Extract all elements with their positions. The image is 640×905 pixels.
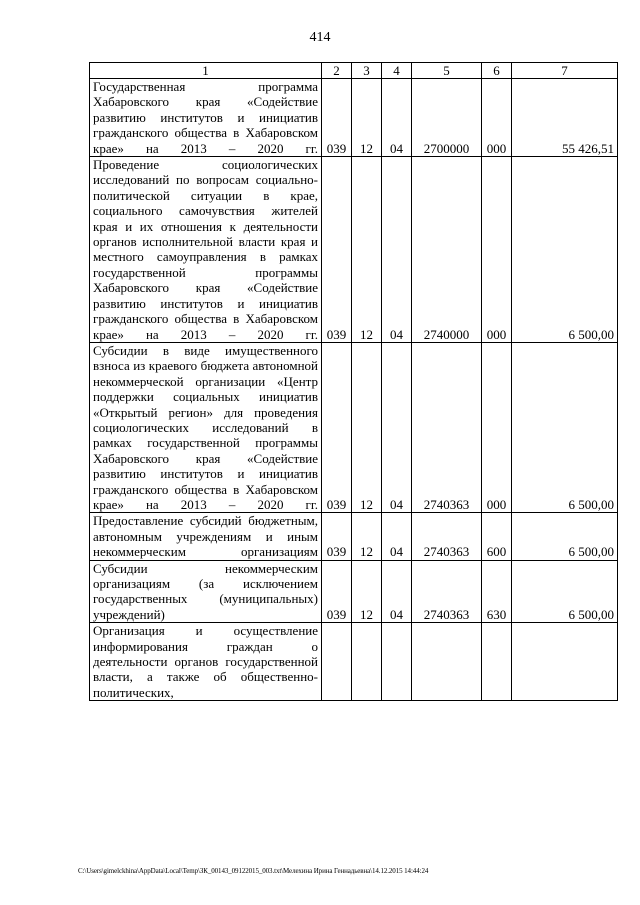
row-c4: 04 — [382, 342, 412, 512]
row-c3: 12 — [352, 157, 382, 343]
budget-table — [89, 62, 618, 701]
row-c4 — [382, 623, 412, 701]
header-col-7: 7 — [512, 63, 618, 79]
row-c7: 6 500,00 — [512, 157, 618, 343]
row-c7: 6 500,00 — [512, 560, 618, 623]
row-c5: 2740363 — [412, 513, 482, 560]
table-row — [90, 342, 618, 512]
row-c4: 04 — [382, 79, 412, 157]
row-c5: 2700000 — [412, 79, 482, 157]
table-row — [90, 560, 618, 623]
header-row — [90, 63, 618, 79]
row-c3: 12 — [352, 79, 382, 157]
row-c5: 2740363 — [412, 342, 482, 512]
row-name: Субсидии в виде имущественного взноса из краевого бюджета автономной некоммерческой организации «Центр поддержки социальных инициатив «Открытый регион» для проведения социологических исследований в рамках государственной программы Хабаровского края «Содействие развитию институтов и инициатив гражданского общества в Хабаровском крае» на 2013 – 2020 гг. — [90, 342, 322, 512]
row-c2: 039 — [322, 513, 352, 560]
row-name: Предоставление субсидий бюджетным, автономным учреждениям и иным некоммерческим организациям — [90, 513, 322, 560]
row-c3: 12 — [352, 513, 382, 560]
row-c6: 630 — [482, 560, 512, 623]
row-c7 — [512, 623, 618, 701]
row-c2: 039 — [322, 560, 352, 623]
header-col-5: 5 — [412, 63, 482, 79]
row-c4: 04 — [382, 513, 412, 560]
row-c3: 12 — [352, 342, 382, 512]
row-c2 — [322, 623, 352, 701]
row-c6: 000 — [482, 342, 512, 512]
table-row — [90, 157, 618, 343]
row-c3 — [352, 623, 382, 701]
row-c6: 600 — [482, 513, 512, 560]
table-row — [90, 623, 618, 701]
row-c3: 12 — [352, 560, 382, 623]
row-c2: 039 — [322, 157, 352, 343]
header-col-2: 2 — [322, 63, 352, 79]
row-c4: 04 — [382, 157, 412, 343]
row-c5: 2740363 — [412, 560, 482, 623]
row-c7: 6 500,00 — [512, 342, 618, 512]
row-name: Организация и осуществление информирования граждан о деятельности органов государственной власти, а также об общественно-политических, — [90, 623, 322, 701]
row-name: Проведение социологических исследований по вопросам социально-политической ситуации в крае, социального самочувствия жителей края и их отношения к деятельности органов исполнительной власти края и местного самоуправления в рамках государственной программы Хабаровского края «Содействие развитию институтов и инициатив гражданского общества в Хабаровском крае» на 2013 – 2020 гг. — [90, 157, 322, 343]
page-number: 414 — [309, 30, 331, 45]
row-c4: 04 — [382, 560, 412, 623]
row-c7: 55 426,51 — [512, 79, 618, 157]
row-c7: 6 500,00 — [512, 513, 618, 560]
row-c6: 000 — [482, 79, 512, 157]
header-col-3: 3 — [352, 63, 382, 79]
header-col-1: 1 — [90, 63, 322, 79]
header-col-4: 4 — [382, 63, 412, 79]
row-name: Субсидии некоммерческим организациям (за исключением государственных (муниципальных) учреждений) — [90, 560, 322, 623]
row-c6: 000 — [482, 157, 512, 343]
table-row — [90, 513, 618, 560]
row-c6 — [482, 623, 512, 701]
row-c5 — [412, 623, 482, 701]
footer-file-path: C:\Users\gimelckhina\AppData\Local\Temp\ЗК_00143_09122015_003.txt\Мелехина Ирина Геннадьевна\14.12.2015 14:44:24 — [78, 867, 429, 875]
row-c2: 039 — [322, 79, 352, 157]
table-row — [90, 79, 618, 157]
header-col-6: 6 — [482, 63, 512, 79]
row-c5: 2740000 — [412, 157, 482, 343]
row-c2: 039 — [322, 342, 352, 512]
row-name: Государственная программа Хабаровского края «Содействие развитию институтов и инициатив гражданского общества в Хабаровском крае» на 2013 – 2020 гг. — [90, 79, 322, 157]
